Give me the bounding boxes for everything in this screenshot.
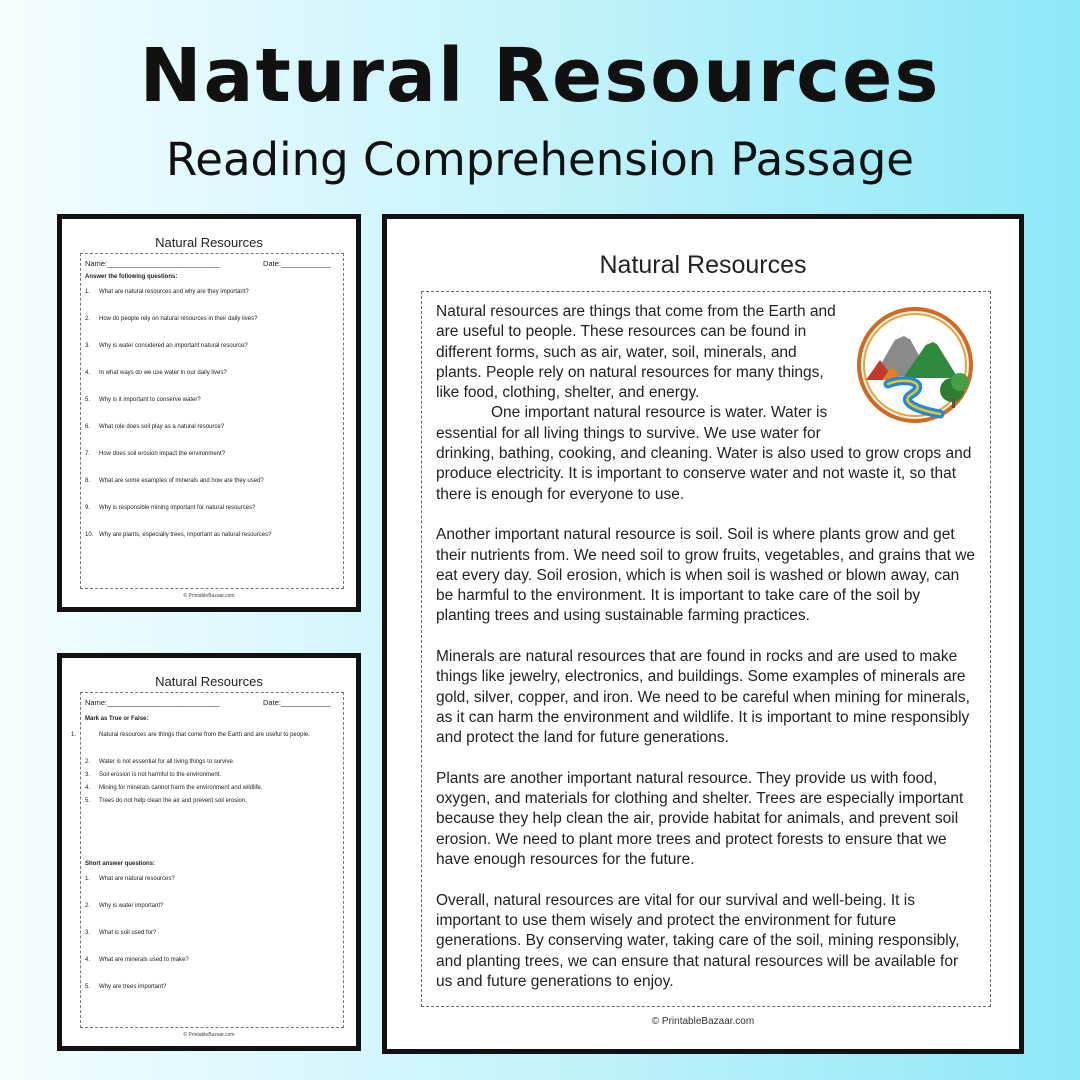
list-item: 5. Why is it important to conserve water? (85, 397, 201, 403)
name-field: Name:___________________________ (85, 698, 220, 707)
passage-box (421, 291, 991, 1007)
list-item: 1. What are natural resources and why are they important? (85, 289, 249, 295)
list-item: 9. Why is responsible mining important for natural resources? (85, 505, 256, 511)
worksheet-footer: © PrintableBazaar.com (183, 593, 235, 599)
passage-page-preview (382, 214, 1024, 1054)
list-item: 10. Why are plants, especially trees, important as natural resources? (85, 532, 272, 538)
worksheet-instruction: Mark as True or False: (85, 716, 149, 722)
list-item: 7. How does soil erosion impact the environment? (85, 451, 226, 457)
paragraph-3: Another important natural resource is soil. Soil is where plants grow and get their nutrients from. We need soil to grow fruits, vegetables, and grains that we eat every day. Soil erosion, which is when soil is washed or blown away, can be harmful to the environment. It is important to take care of the soil by planting trees and using sustainable farming practices. (436, 526, 976, 625)
list-item: 4. What are minerals used to make? (85, 957, 189, 963)
list-item: 5. Why are trees important? (85, 984, 167, 990)
mountain-river-icon (848, 306, 982, 424)
name-field: Name:___________________________ (85, 259, 220, 268)
passage-title: Natural Resources (599, 251, 807, 279)
list-item: 4. Mining for minerals cannot harm the environment and wildlife. (85, 785, 263, 791)
list-item: 2. Why is water important? (85, 903, 164, 909)
page-subtitle: Reading Comprehension Passage (166, 133, 914, 186)
paragraph-2: One important natural resource is water. Water is essential for all living things to survive. We use water for drinking, bathing, cooking, and cleaning. Water is also used to grow crops and produce electricity. It is important to conserve water and not waste it, so that there is enough for everyone to use. (436, 404, 972, 503)
paragraph-4: Minerals are natural resources that are found in rocks and are used to make things like jewelry, electronics, and buildings. Some examples of minerals are gold, silver, copper, and iron. We need to be careful when mining for minerals, as it can harm the environment and wildlife. It is important to mine responsibly and protect the land for future generations. (436, 648, 970, 747)
worksheet-instruction: Answer the following questions: (85, 274, 178, 280)
paragraph-1: Natural resources are things that come from the Earth and are useful to people. These resources can be found in different forms, such as air, water, soil, minerals, and plants. People rely on natural resources for many things, like food, clothing, shelter, and energy. (436, 303, 836, 402)
paragraph-6: Overall, natural resources are vital for our survival and well-being. It is important to use them wisely and protect the environment for future generations. By conserving water, taking care of the soil, mining responsibly, and planting trees, we can ensure that natural resources will be available for us and future generations to enjoy. (436, 891, 960, 990)
date-field: Date:____________ (263, 259, 331, 268)
passage-footer: © PrintableBazaar.com (651, 1016, 755, 1027)
list-item: 6. What role does soil play as a natural resource? (85, 424, 225, 430)
list-item: 2. Water is not essential for all living things to survive. (85, 759, 235, 765)
worksheet-box (80, 253, 344, 589)
worksheet-footer: © PrintableBazaar.com (183, 1032, 235, 1038)
paragraph-5: Plants are another important natural resource. They provide us with food, oxygen, and materials for clothing and shelter. Trees are especially important because they help clean the air, provide habitat for animals, and prevent soil erosion. We need to plant more trees and protect forests to ensure that we have enough resources for the future. (436, 769, 964, 869)
date-field: Date:____________ (263, 698, 331, 707)
list-item: 3. Soil erosion is not harmful to the environment. (85, 772, 222, 778)
worksheet-true-false-preview (57, 653, 361, 1051)
worksheet-questions-preview (57, 214, 361, 612)
worksheet-box (71, 692, 344, 1028)
list-item: 1. What are natural resources? (85, 876, 175, 882)
list-item: 2. How do people rely on natural resources in their daily lives? (85, 316, 258, 322)
worksheet-title: Natural Resources (155, 674, 263, 689)
list-item: 8. What are some examples of minerals and how are they used? (85, 478, 264, 484)
worksheet-title: Natural Resources (155, 235, 263, 250)
list-item: 5. Trees do not help clean the air and prevent soil erosion. (85, 798, 247, 804)
list-item: 4. In what ways do we use water in our daily lives? (85, 370, 227, 376)
list-item: 3. Why is water considered an important natural resource? (85, 343, 248, 349)
page-title: Natural Resources (139, 33, 941, 119)
list-item: 1. Natural resources are things that come from the Earth and are useful to people. (71, 732, 310, 738)
worksheet-instruction: Short answer questions: (85, 861, 156, 867)
list-item: 3. What is soil used for? (85, 930, 157, 936)
passage-text (436, 302, 976, 992)
